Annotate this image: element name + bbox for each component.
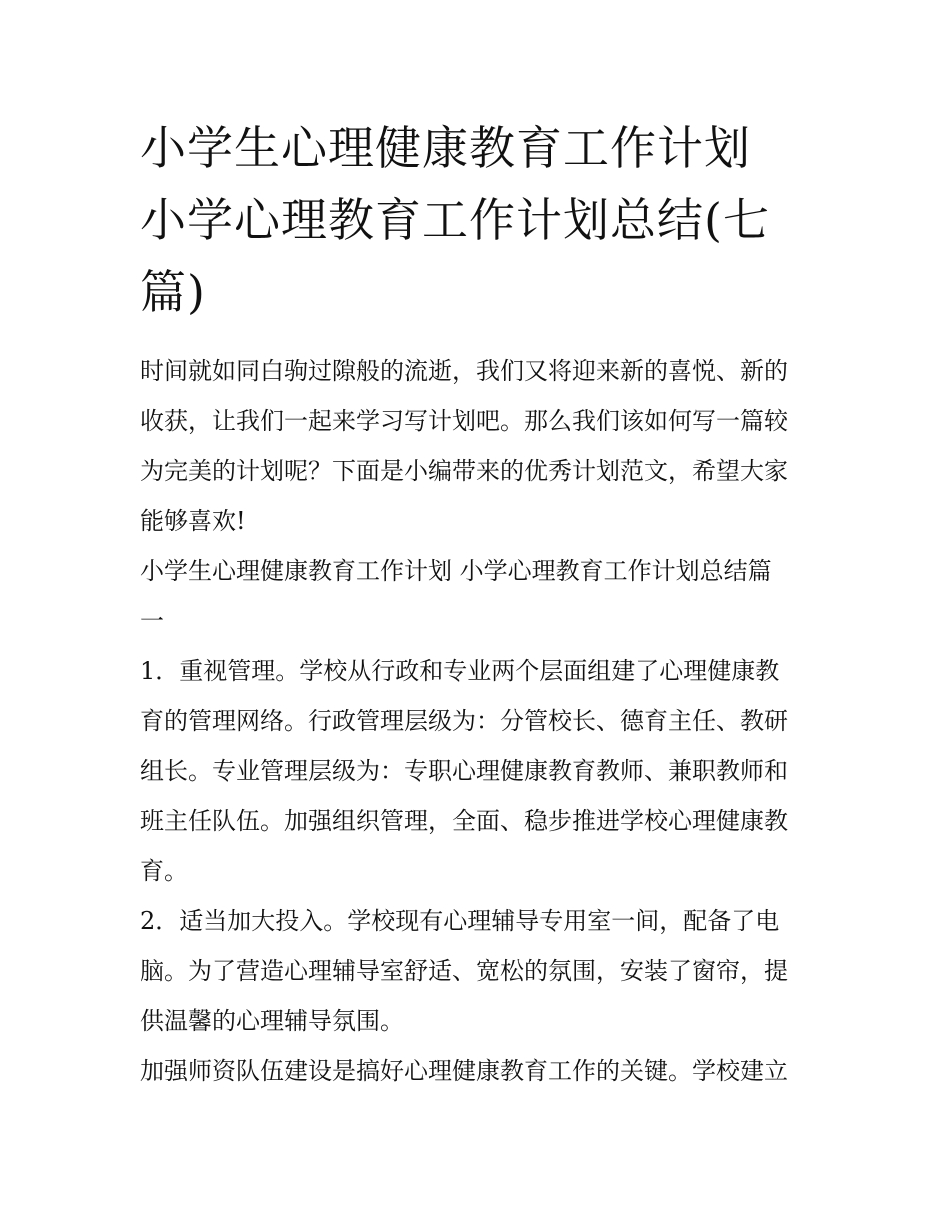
title-line: 篇)	[140, 265, 206, 319]
document-title	[140, 112, 812, 328]
teacher-team-paragraph	[140, 1046, 812, 1096]
text-line: 小学生心理健康教育工作计划 小学心理教育工作计划总结篇	[140, 557, 772, 585]
text-line: 供温馨的心理辅导氛围。	[140, 1007, 404, 1035]
text-line: 育。	[140, 857, 188, 885]
text-line: 收获，让我们一起来学习写计划吧。那么我们该如何写一篇较	[140, 407, 788, 435]
text-line: 育的管理网络。行政管理层级为：分管校长、德育主任、教研	[140, 707, 788, 735]
item-one-paragraph	[140, 646, 812, 896]
item-two-paragraph	[140, 896, 812, 1046]
text-line: 脑。为了营造心理辅导室舒适、宽松的氛围，安装了窗帘，提	[140, 957, 788, 985]
title-line: 小学生心理健康教育工作计划	[140, 121, 751, 175]
text-line: 一	[140, 607, 164, 635]
text-line: 组长。专业管理层级为：专职心理健康教育教师、兼职教师和	[140, 757, 788, 785]
intro-paragraph	[140, 346, 812, 546]
text-line: 时间就如同白驹过隙般的流逝，我们又将迎来新的喜悦、新的	[140, 357, 788, 385]
title-line: 小学心理教育工作计划总结(七	[140, 193, 770, 247]
document-page	[140, 112, 812, 1096]
text-line: 2．适当加大投入。学校现有心理辅导专用室一间，配备了电	[140, 907, 780, 935]
text-line: 为完美的计划呢？下面是小编带来的优秀计划范文，希望大家	[140, 457, 788, 485]
text-line: 能够喜欢!	[140, 507, 246, 535]
text-line: 加强师资队伍建设是搞好心理健康教育工作的关键。学校建立	[140, 1057, 788, 1085]
text-line: 1．重视管理。学校从行政和专业两个层面组建了心理健康教	[140, 657, 780, 685]
text-line: 班主任队伍。加强组织管理，全面、稳步推进学校心理健康教	[140, 807, 788, 835]
section-heading-paragraph	[140, 546, 812, 646]
document-body	[140, 346, 812, 1096]
